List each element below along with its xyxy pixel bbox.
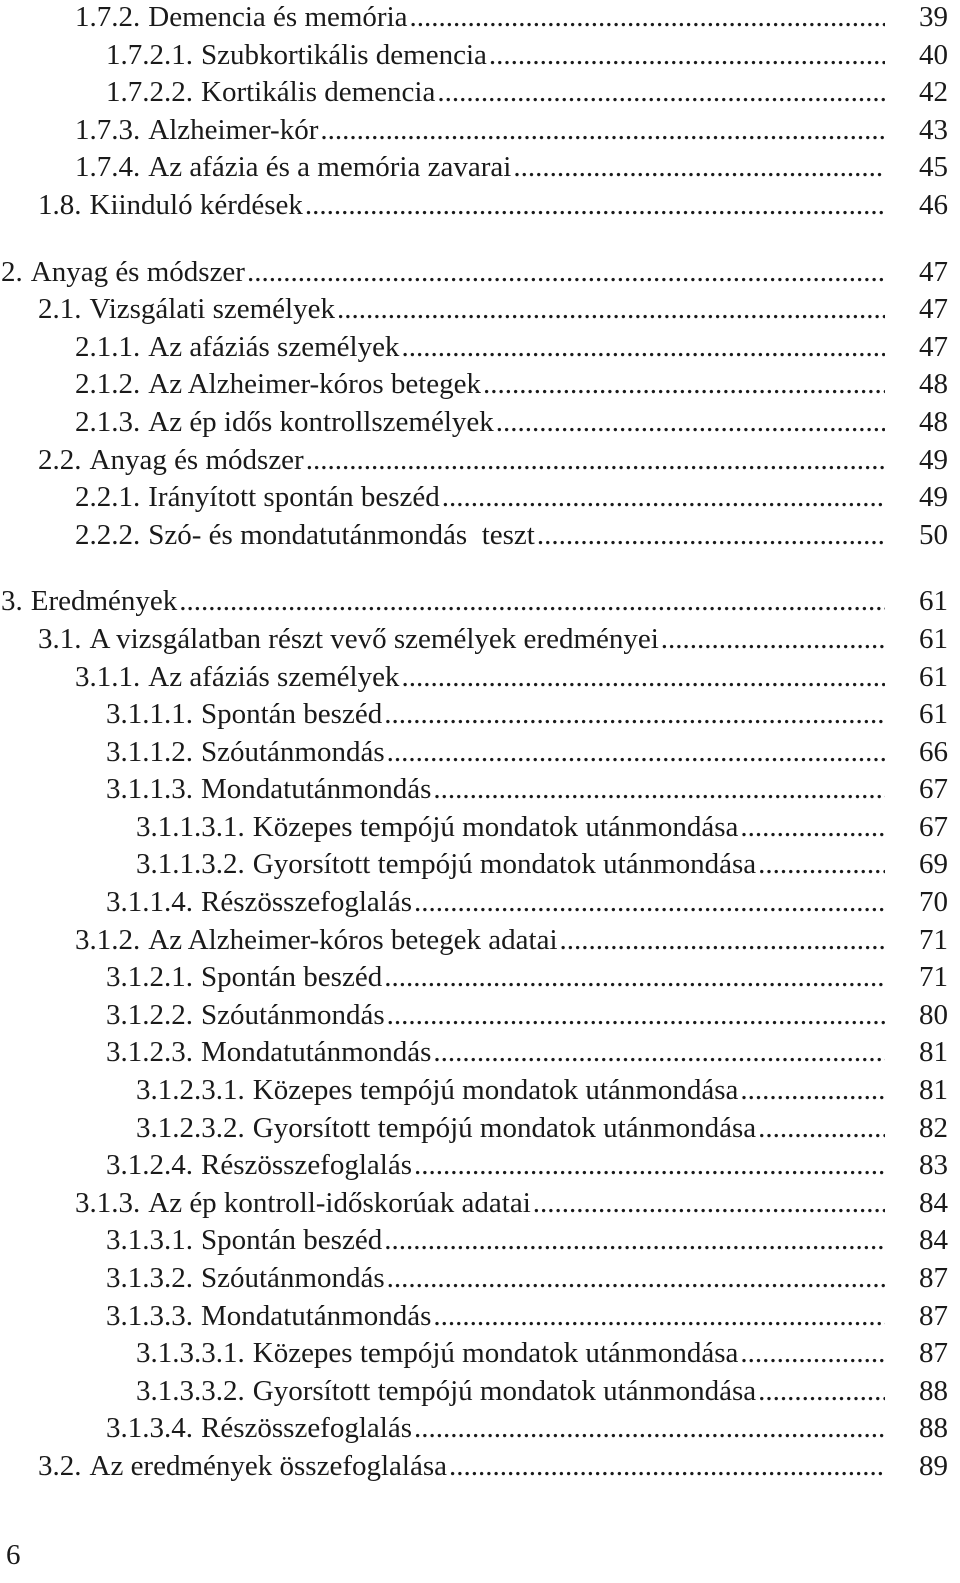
toc-entry-text <box>75 149 885 187</box>
toc-entry-text <box>106 74 885 112</box>
toc-entry-number: 2.1.2. <box>75 368 141 401</box>
toc-entry-number: 3.1.2.3.2. <box>136 1111 245 1144</box>
toc-entry-number: 3.1.1.4. <box>106 886 193 919</box>
toc-entry-page: 69 <box>919 848 948 881</box>
toc-entry-text <box>106 1260 885 1298</box>
toc-entry-number: 3.1. <box>38 622 82 655</box>
toc-entry <box>0 583 960 621</box>
toc-entry-number: 2.2.1. <box>75 481 141 514</box>
toc-entry-number: 2.1. <box>38 293 82 326</box>
toc-entry-page: 87 <box>919 1262 948 1294</box>
toc-entry <box>0 366 960 404</box>
toc-entry-text <box>136 809 885 847</box>
toc-entry-text <box>106 37 885 75</box>
toc-entry-title: Irányított spontán beszéd <box>148 481 440 514</box>
toc-entry-page: 87 <box>919 1299 948 1332</box>
toc-entry-page: 48 <box>919 405 948 438</box>
toc-entry-page: 84 <box>919 1186 948 1219</box>
toc-entry-text <box>75 0 885 37</box>
toc-entry-number: 3.1.3.3.1. <box>136 1337 245 1370</box>
toc-entry-page: 88 <box>919 1374 948 1407</box>
dot-leader <box>337 291 885 329</box>
toc-entry <box>0 771 960 809</box>
toc-entry-text <box>75 404 885 442</box>
toc-entry-number: 3.1.2.3. <box>106 1036 193 1069</box>
toc-entry-title: Szóutánmondás <box>201 1262 385 1294</box>
toc-entry-page: 71 <box>919 923 948 956</box>
toc-entry <box>0 1072 960 1110</box>
toc-entry-number: 3.1.2.4. <box>106 1149 193 1182</box>
toc-entry-page: 40 <box>919 38 948 71</box>
toc-entry-number: 1.7.2. <box>75 1 141 33</box>
dot-leader <box>414 1147 885 1185</box>
toc-entry-page: 47 <box>919 293 948 326</box>
toc-entry-number: 2.1.1. <box>75 330 141 363</box>
toc-entry-text <box>106 1034 885 1072</box>
toc-entry-title: Közepes tempójú mondatok utánmondása <box>252 1074 739 1107</box>
dot-leader <box>320 112 885 150</box>
toc-entry-number: 3.1.3.1. <box>106 1224 193 1257</box>
toc-entry-title: A vizsgálatban részt vevő személyek eredményei <box>89 622 659 655</box>
dot-leader <box>442 479 885 517</box>
toc-entry-page: 49 <box>919 481 948 514</box>
toc-entry <box>0 149 960 187</box>
dot-leader <box>387 997 885 1035</box>
dot-leader <box>305 187 885 225</box>
toc-entry-title: Mondatutánmondás <box>201 1036 432 1069</box>
toc-entry-title: Szubkortikális demencia <box>201 38 487 71</box>
toc-entry-title: Gyorsított tempójú mondatok utánmondása <box>252 848 757 881</box>
toc-entry-number: 1.8. <box>38 188 82 221</box>
toc-entry-page: 80 <box>919 998 948 1031</box>
toc-entry-text <box>75 922 885 960</box>
toc-entry <box>0 479 960 517</box>
toc-entry <box>0 659 960 697</box>
dot-leader <box>306 442 885 480</box>
toc-entry <box>0 1185 960 1223</box>
dot-leader <box>433 771 885 809</box>
dot-leader <box>483 366 885 404</box>
toc-entry-text <box>1 254 885 292</box>
toc-entry-text <box>75 112 885 150</box>
toc-entry <box>0 809 960 847</box>
toc-entry-title: Az Alzheimer-kóros betegek adatai <box>148 923 558 956</box>
toc-entry <box>0 187 960 225</box>
toc-entry <box>0 1373 960 1411</box>
toc-entry <box>0 846 960 884</box>
toc-entry-page: 81 <box>919 1036 948 1069</box>
toc-entry-text <box>106 1147 885 1185</box>
dot-leader <box>740 1072 885 1110</box>
toc-entry-page: 49 <box>919 443 948 476</box>
toc-entry-page: 61 <box>919 585 948 618</box>
toc-entry-title: Alzheimer-kór <box>148 113 319 146</box>
toc-entry-number: 1.7.2.2. <box>106 76 193 109</box>
toc-entry-title: Az eredmények összefoglalása <box>89 1449 448 1482</box>
toc-entry <box>0 74 960 112</box>
toc-entry-text <box>75 517 885 555</box>
toc-entry-text <box>75 659 885 697</box>
toc-entry-number: 3.1.2.1. <box>106 961 193 994</box>
toc-entry-title: Spontán beszéd <box>201 1224 383 1257</box>
dot-leader <box>560 922 885 960</box>
dot-leader <box>489 37 885 75</box>
toc-entry-number: 3.1.3. <box>75 1186 141 1219</box>
dot-leader <box>449 1448 885 1486</box>
toc-entry-text <box>75 1185 885 1223</box>
toc-entry-title: Mondatutánmondás <box>201 1299 432 1332</box>
toc-entry-text <box>106 1222 885 1260</box>
toc-entry <box>0 997 960 1035</box>
toc-entry-title: Mondatutánmondás <box>201 773 432 806</box>
toc-entry-title: Részösszefoglalás <box>201 1149 412 1182</box>
toc-entry-text <box>75 366 885 404</box>
toc-entry <box>0 1147 960 1185</box>
toc-entry <box>0 1335 960 1373</box>
toc-entry <box>0 442 960 480</box>
toc-entry-text <box>106 734 885 772</box>
toc-entry <box>0 1260 960 1298</box>
toc-entry <box>0 1298 960 1336</box>
toc-entry-text <box>136 846 885 884</box>
toc-entry-text <box>136 1072 885 1110</box>
toc-entry-number: 3.1.1.3. <box>106 773 193 806</box>
dot-leader <box>758 1110 885 1148</box>
toc-entry <box>0 329 960 367</box>
dot-leader <box>496 404 885 442</box>
toc-entry-title: Vizsgálati személyek <box>89 293 335 326</box>
toc-entry-number: 2.2.2. <box>75 518 141 551</box>
toc-entry <box>0 291 960 329</box>
toc-entry-page: 89 <box>919 1449 948 1482</box>
toc-entry-text <box>106 1298 885 1336</box>
toc-entry-number: 3.1.1.3.1. <box>136 810 245 843</box>
toc-entry-title: Az ép kontroll-időskorúak adatai <box>148 1186 531 1219</box>
dot-leader <box>433 1034 885 1072</box>
toc-entry-title: Részösszefoglalás <box>201 886 412 919</box>
toc-entry-page: 42 <box>919 76 948 109</box>
dot-leader <box>247 254 885 292</box>
toc-entry-text <box>75 329 885 367</box>
toc-entry-page: 83 <box>919 1149 948 1182</box>
toc-entry-title: Szóutánmondás <box>201 735 385 768</box>
toc-entry-text <box>38 291 885 329</box>
toc-entry-number: 3.1.3.3. <box>106 1299 193 1332</box>
toc-entry-number: 1.7.3. <box>75 113 141 146</box>
toc-entry-page: 61 <box>919 622 948 655</box>
toc-entry-number: 3.1.3.2. <box>106 1262 193 1294</box>
dot-leader <box>533 1185 885 1223</box>
toc-entry-title: Spontán beszéd <box>201 698 383 731</box>
toc-entry-page: 66 <box>919 735 948 768</box>
toc-entry-page: 43 <box>919 113 948 146</box>
toc-entry-number: 3.1.3.3.2. <box>136 1374 245 1407</box>
dot-leader <box>537 517 885 555</box>
toc-entry <box>0 1222 960 1260</box>
toc-entry <box>0 1034 960 1072</box>
toc-entry-title: Az ép idős kontrollszemélyek <box>148 405 494 438</box>
dot-leader <box>384 959 885 997</box>
toc-entry-title: Részösszefoglalás <box>201 1412 412 1445</box>
toc-entry-page: 50 <box>919 518 948 551</box>
dot-leader <box>410 0 885 37</box>
dot-leader <box>661 621 885 659</box>
toc-entry-title: Anyag és módszer <box>89 443 304 476</box>
toc-entry-title: Az afáziás személyek <box>148 330 400 363</box>
toc-entry-title: Kortikális demencia <box>201 76 436 109</box>
dot-leader <box>414 1410 885 1448</box>
toc-entry-page: 47 <box>919 255 948 288</box>
toc-entry <box>0 112 960 150</box>
toc-entry-text <box>38 621 885 659</box>
toc-entry-text <box>1 583 885 621</box>
toc-entry <box>0 696 960 734</box>
toc-entry-title: Az Alzheimer-kóros betegek <box>148 368 482 401</box>
toc-entry-number: 3. <box>1 585 23 618</box>
toc-entry-text <box>106 884 885 922</box>
toc-entry-page: 45 <box>919 151 948 184</box>
toc-entry-page: 39 <box>919 1 948 33</box>
dot-leader <box>387 1260 885 1298</box>
dot-leader <box>433 1298 885 1336</box>
toc-entry-page: 71 <box>919 961 948 994</box>
toc-entry-title: Közepes tempójú mondatok utánmondása <box>252 1337 739 1370</box>
toc-entry-text <box>106 959 885 997</box>
toc-entry-page: 46 <box>919 188 948 221</box>
toc-entry <box>0 517 960 555</box>
toc-entry-title: Spontán beszéd <box>201 961 383 994</box>
toc-entry-page: 61 <box>919 660 948 693</box>
toc-entry-number: 3.1.1.2. <box>106 735 193 768</box>
dot-leader <box>758 846 885 884</box>
toc-entry-text <box>75 479 885 517</box>
toc-entry-title: Közepes tempójú mondatok utánmondása <box>252 810 739 843</box>
toc-entry <box>0 404 960 442</box>
toc-entry-number: 3.1.1.3.2. <box>136 848 245 881</box>
toc-entry-title: Gyorsított tempójú mondatok utánmondása <box>252 1111 757 1144</box>
toc-entry-text <box>38 442 885 480</box>
toc-entry-text <box>38 187 885 225</box>
toc-entry-text <box>136 1335 885 1373</box>
toc-entry-title: Az afázia és a memória zavarai <box>148 151 512 184</box>
toc-entry-title: Eredmények <box>30 585 178 618</box>
toc-entry-page: 82 <box>919 1111 948 1144</box>
dot-leader <box>384 1222 885 1260</box>
dot-leader <box>384 696 885 734</box>
dot-leader <box>513 149 885 187</box>
toc-entry-number: 2. <box>1 255 23 288</box>
toc-entry-number: 1.7.4. <box>75 151 141 184</box>
toc-entry-page: 67 <box>919 773 948 806</box>
page-number: 6 <box>6 1539 21 1571</box>
toc-entry-title: Demencia és memória <box>148 1 408 33</box>
toc-entry-number: 3.2. <box>38 1449 82 1482</box>
dot-leader <box>740 1335 885 1373</box>
toc-entry-text <box>136 1373 885 1411</box>
toc-entry-number: 3.1.3.4. <box>106 1412 193 1445</box>
toc-entry-number: 2.2. <box>38 443 82 476</box>
dot-leader <box>758 1373 885 1411</box>
toc-entry-number: 3.1.2. <box>75 923 141 956</box>
toc-entry-text <box>136 1110 885 1148</box>
toc-entry-text <box>106 771 885 809</box>
toc-entry <box>0 0 960 37</box>
toc-entry-number: 3.1.2.3.1. <box>136 1074 245 1107</box>
toc-entry-number: 2.1.3. <box>75 405 141 438</box>
toc-entry-page: 88 <box>919 1412 948 1445</box>
dot-leader <box>179 583 885 621</box>
toc-entry <box>0 1410 960 1448</box>
toc-entry-text <box>106 1410 885 1448</box>
dot-leader <box>401 329 885 367</box>
toc-entry-text <box>106 997 885 1035</box>
dot-leader <box>437 74 885 112</box>
toc-entry-page: 47 <box>919 330 948 363</box>
toc-entry-title: Az afáziás személyek <box>148 660 400 693</box>
toc-entry-number: 3.1.2.2. <box>106 998 193 1031</box>
toc-entry <box>0 37 960 75</box>
dot-leader <box>401 659 885 697</box>
toc-entry <box>0 1110 960 1148</box>
toc-entry-text <box>38 1448 885 1486</box>
toc-entry <box>0 734 960 772</box>
toc-entry-text <box>106 696 885 734</box>
toc-entry-title: Anyag és módszer <box>30 255 245 288</box>
toc-entry-page: 81 <box>919 1074 948 1107</box>
toc-entry-title: Kiinduló kérdések <box>89 188 303 221</box>
toc-entry-title: Szóutánmondás <box>201 998 385 1031</box>
toc-entry <box>0 959 960 997</box>
toc-entry-page: 48 <box>919 368 948 401</box>
dot-leader <box>740 809 885 847</box>
toc-entry-page: 87 <box>919 1337 948 1370</box>
toc-entry-page: 61 <box>919 698 948 731</box>
dot-leader <box>387 734 885 772</box>
toc-entry-page: 70 <box>919 886 948 919</box>
toc-entry <box>0 884 960 922</box>
dot-leader <box>414 884 885 922</box>
toc-entry-number: 3.1.1.1. <box>106 698 193 731</box>
toc-entry-page: 67 <box>919 810 948 843</box>
toc-entry <box>0 621 960 659</box>
toc-entry-title: Szó- és mondatutánmondás teszt <box>148 518 535 551</box>
toc-entry-title: Gyorsított tempójú mondatok utánmondása <box>252 1374 757 1407</box>
toc-entry-number: 1.7.2.1. <box>106 38 193 71</box>
toc-entry <box>0 1448 960 1486</box>
toc-entry-number: 3.1.1. <box>75 660 141 693</box>
toc-entry <box>0 922 960 960</box>
toc-entry <box>0 254 960 292</box>
toc-entry-page: 84 <box>919 1224 948 1257</box>
